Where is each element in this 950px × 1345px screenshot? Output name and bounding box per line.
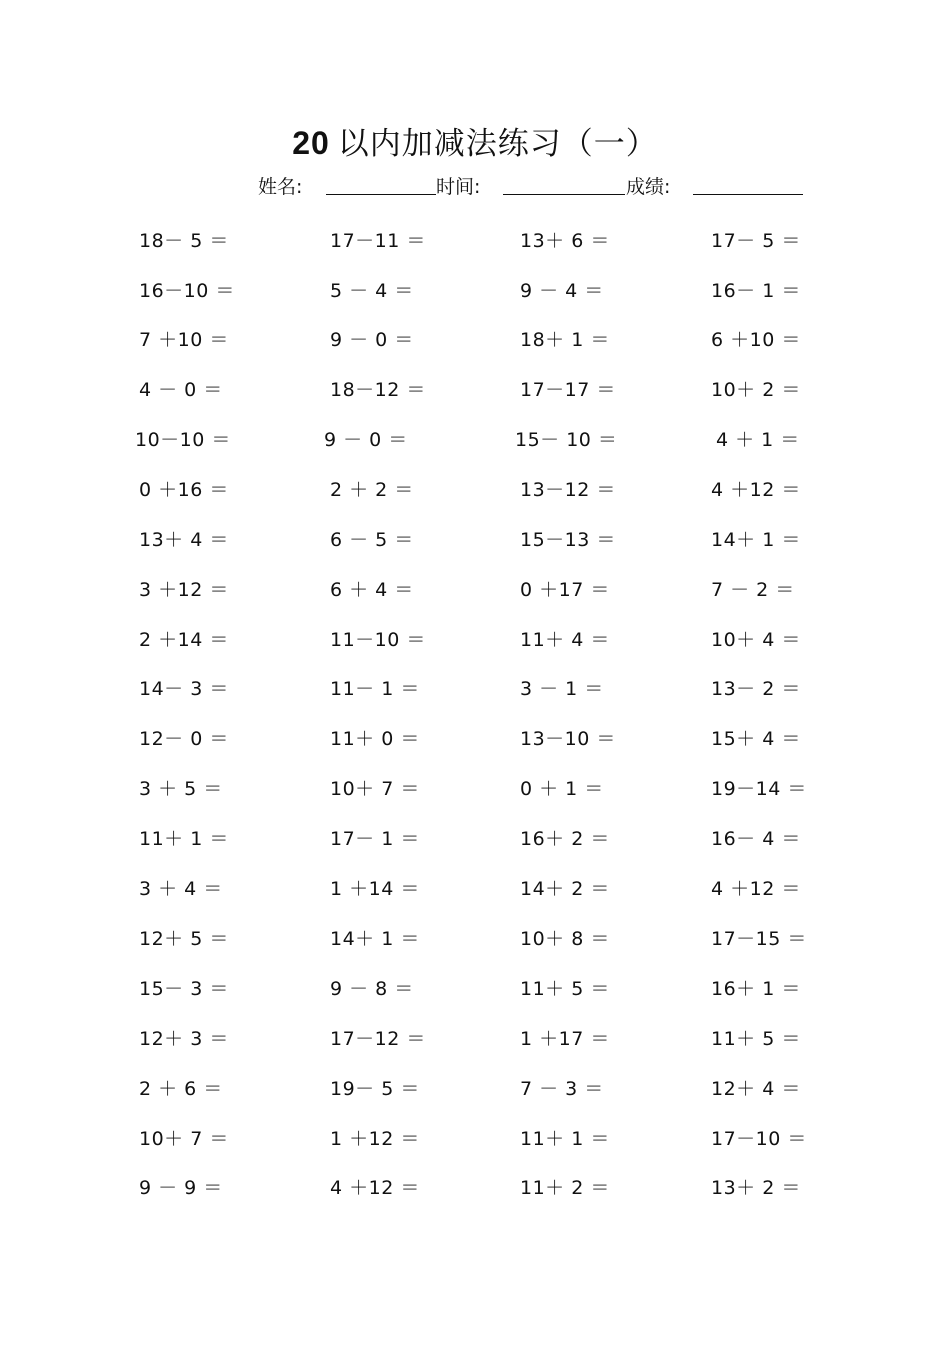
problem-r9-c2: 11－10 ＝ xyxy=(330,629,426,651)
problem-r10-c2: 11－ 1 ＝ xyxy=(330,678,420,700)
problem-r13-c3: 16＋ 2 ＝ xyxy=(520,828,610,850)
problem-r10-c4: 13－ 2 ＝ xyxy=(711,678,801,700)
problem-r8-c4: 7 － 2 ＝ xyxy=(711,579,795,601)
problem-r9-c3: 11＋ 4 ＝ xyxy=(520,629,610,651)
problem-r10-c3: 3 － 1 ＝ xyxy=(520,678,604,700)
problem-r8-c1: 3 ＋12 ＝ xyxy=(139,579,229,601)
problem-r18-c4: 12＋ 4 ＝ xyxy=(711,1078,801,1100)
problem-r13-c2: 17－ 1 ＝ xyxy=(330,828,420,850)
problem-r16-c2: 9 － 8 ＝ xyxy=(330,978,414,1000)
problem-r11-c3: 13－10 ＝ xyxy=(520,728,616,750)
problem-r11-c2: 11＋ 0 ＝ xyxy=(330,728,420,750)
problem-r4-c1: 4 － 0 ＝ xyxy=(139,379,223,401)
problem-r20-c1: 9 － 9 ＝ xyxy=(139,1177,223,1199)
problem-r3-c1: 7 ＋10 ＝ xyxy=(139,329,229,351)
problem-r11-c1: 12－ 0 ＝ xyxy=(139,728,229,750)
problem-r3-c2: 9 － 0 ＝ xyxy=(330,329,414,351)
problem-r13-c1: 11＋ 1 ＝ xyxy=(139,828,229,850)
problem-r7-c3: 15－13 ＝ xyxy=(520,529,616,551)
problem-r19-c1: 10＋ 7 ＝ xyxy=(139,1128,229,1150)
problem-r9-c4: 10＋ 4 ＝ xyxy=(711,629,801,651)
problem-r15-c3: 10＋ 8 ＝ xyxy=(520,928,610,950)
problem-r2-c1: 16－10 ＝ xyxy=(139,280,235,302)
problem-r17-c3: 1 ＋17 ＝ xyxy=(520,1028,610,1050)
problem-r6-c4: 4 ＋12 ＝ xyxy=(711,479,801,501)
problem-r15-c4: 17－15 ＝ xyxy=(711,928,807,950)
problem-r12-c1: 3 ＋ 5 ＝ xyxy=(139,778,223,800)
problem-r2-c2: 5 － 4 ＝ xyxy=(330,280,414,302)
problem-r20-c2: 4 ＋12 ＝ xyxy=(330,1177,420,1199)
problem-r9-c1: 2 ＋14 ＝ xyxy=(139,629,229,651)
problem-r5-c3: 15－ 10 ＝ xyxy=(515,429,618,451)
score-blank[interactable] xyxy=(693,194,803,195)
problem-r4-c2: 18－12 ＝ xyxy=(330,379,426,401)
problem-r19-c2: 1 ＋12 ＝ xyxy=(330,1128,420,1150)
problem-r14-c4: 4 ＋12 ＝ xyxy=(711,878,801,900)
problem-r8-c3: 0 ＋17 ＝ xyxy=(520,579,610,601)
problem-r16-c4: 16＋ 1 ＝ xyxy=(711,978,801,1000)
problem-r15-c1: 12＋ 5 ＝ xyxy=(139,928,229,950)
problem-r5-c4: 4 ＋ 1 ＝ xyxy=(716,429,800,451)
problem-r6-c3: 13－12 ＝ xyxy=(520,479,616,501)
problem-r20-c3: 11＋ 2 ＝ xyxy=(520,1177,610,1199)
problem-r20-c4: 13＋ 2 ＝ xyxy=(711,1177,801,1199)
problem-r14-c1: 3 ＋ 4 ＝ xyxy=(139,878,223,900)
problem-r14-c3: 14＋ 2 ＝ xyxy=(520,878,610,900)
problem-r1-c1: 18－ 5 ＝ xyxy=(139,230,229,252)
problem-r16-c3: 11＋ 5 ＝ xyxy=(520,978,610,1000)
title-number: 20 xyxy=(292,125,330,161)
problem-r2-c4: 16－ 1 ＝ xyxy=(711,280,801,302)
problem-r1-c3: 13＋ 6 ＝ xyxy=(520,230,610,252)
problem-r7-c1: 13＋ 4 ＝ xyxy=(139,529,229,551)
problem-r17-c4: 11＋ 5 ＝ xyxy=(711,1028,801,1050)
problem-r11-c4: 15＋ 4 ＝ xyxy=(711,728,801,750)
title-text: 以内加减法练习（一） xyxy=(337,126,658,162)
problem-r16-c1: 15－ 3 ＝ xyxy=(139,978,229,1000)
problem-r3-c3: 18＋ 1 ＝ xyxy=(520,329,610,351)
problem-r12-c3: 0 ＋ 1 ＝ xyxy=(520,778,604,800)
problem-r1-c2: 17－11 ＝ xyxy=(330,230,426,252)
problem-r17-c1: 12＋ 3 ＝ xyxy=(139,1028,229,1050)
problem-r4-c4: 10＋ 2 ＝ xyxy=(711,379,801,401)
problem-r7-c2: 6 － 5 ＝ xyxy=(330,529,414,551)
worksheet-title xyxy=(0,118,950,163)
name-blank[interactable] xyxy=(326,194,436,195)
time-label: 时间: xyxy=(436,176,481,198)
problem-r14-c2: 1 ＋14 ＝ xyxy=(330,878,420,900)
score-label: 成绩: xyxy=(626,176,671,198)
problem-r13-c4: 16－ 4 ＝ xyxy=(711,828,801,850)
problem-r6-c2: 2 ＋ 2 ＝ xyxy=(330,479,414,501)
problem-r19-c4: 17－10 ＝ xyxy=(711,1128,807,1150)
problem-r15-c2: 14＋ 1 ＝ xyxy=(330,928,420,950)
problem-r18-c1: 2 ＋ 6 ＝ xyxy=(139,1078,223,1100)
problem-r7-c4: 14＋ 1 ＝ xyxy=(711,529,801,551)
problem-r8-c2: 6 ＋ 4 ＝ xyxy=(330,579,414,601)
problem-r5-c1: 10－10 ＝ xyxy=(135,429,231,451)
problem-r19-c3: 11＋ 1 ＝ xyxy=(520,1128,610,1150)
problem-r6-c1: 0 ＋16 ＝ xyxy=(139,479,229,501)
problem-r18-c2: 19－ 5 ＝ xyxy=(330,1078,420,1100)
problem-r12-c4: 19－14 ＝ xyxy=(711,778,807,800)
problem-r18-c3: 7 － 3 ＝ xyxy=(520,1078,604,1100)
name-label: 姓名: xyxy=(258,176,303,198)
time-blank[interactable] xyxy=(503,194,625,195)
problem-r2-c3: 9 － 4 ＝ xyxy=(520,280,604,302)
problem-r3-c4: 6 ＋10 ＝ xyxy=(711,329,801,351)
problem-r12-c2: 10＋ 7 ＝ xyxy=(330,778,420,800)
problem-r5-c2: 9 － 0 ＝ xyxy=(324,429,408,451)
problem-r17-c2: 17－12 ＝ xyxy=(330,1028,426,1050)
problem-r4-c3: 17－17 ＝ xyxy=(520,379,616,401)
problem-r10-c1: 14－ 3 ＝ xyxy=(139,678,229,700)
problem-r1-c4: 17－ 5 ＝ xyxy=(711,230,801,252)
